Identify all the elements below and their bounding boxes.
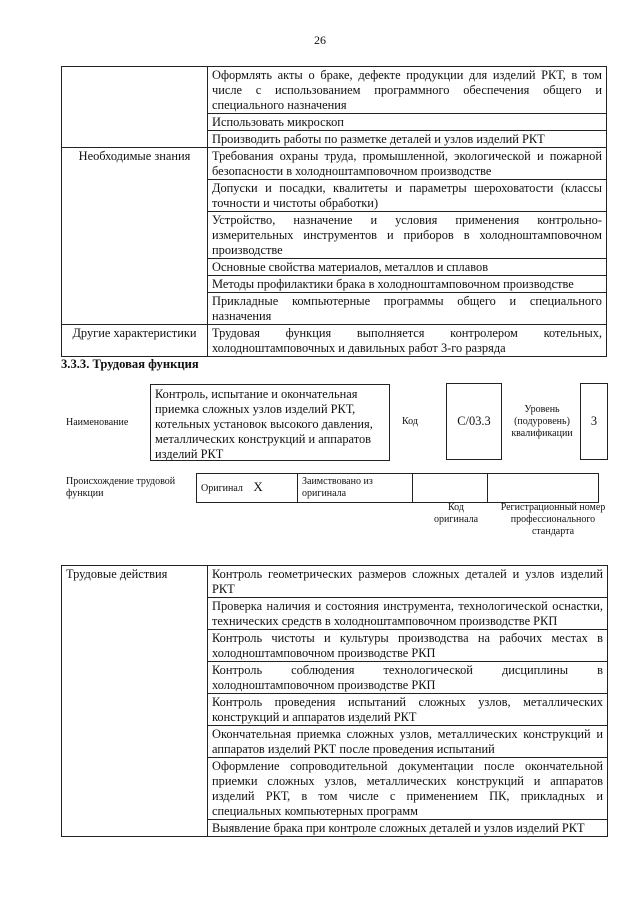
original-cell <box>197 474 298 503</box>
row-label-other: Другие характеристики <box>62 325 208 357</box>
knowledge-item: Основные свойства материалов, металлов и сплавов <box>208 259 607 276</box>
table-row <box>62 67 607 114</box>
level-value: 3 <box>590 414 598 428</box>
skill-item: Использовать микроскоп <box>208 114 607 131</box>
origin-table <box>196 473 599 503</box>
reg-number-cell <box>488 474 599 503</box>
action-item: Контроль соблюдения технологической дисциплины в холодноштамповочном производстве РКП <box>208 662 608 694</box>
function-name-box: Контроль, испытание и окончательная приемка сложных узлов изделий РКТ, котельных установок высокого давления, металлических конструкций и аппаратов изделий РКТ <box>150 384 390 461</box>
row-label-actions: Трудовые действия <box>62 566 208 837</box>
action-item: Оформление сопроводительной документации после окончательной приемки сложных узлов, металлических конструкций и аппаратов изделий РКТ, в том числе с применением ПК, прикладных и специальных компьютерных программ <box>208 758 608 820</box>
table-row <box>62 148 607 180</box>
function-code-value: С/03.3 <box>457 414 491 428</box>
original-label: Оригинал <box>201 483 243 494</box>
skills-knowledge-table <box>61 66 607 357</box>
row-label-knowledge: Необходимые знания <box>62 148 208 325</box>
other-item: Трудовая функция выполняется контролером котельных, холодноштамповочных и давильных работ 3-го разряда <box>208 325 607 357</box>
level-box <box>580 383 608 460</box>
page-number: 26 <box>314 33 326 47</box>
level-label: Уровень (подуровень) квалификации <box>511 404 573 439</box>
original-mark: Х <box>253 479 263 494</box>
borrowed-cell: Заимствовано из оригинала <box>298 474 413 503</box>
skill-item: Оформлять акты о браке, дефекте продукции для изделий РКТ, в том числе с использованием программного обеспечения общего и специального назначения <box>208 67 607 114</box>
knowledge-item: Методы профилактики брака в холодноштамповочном производстве <box>208 276 607 293</box>
action-item: Контроль проведения испытаний сложных узлов, металлических конструкций и аппаратов изделий РКТ <box>208 694 608 726</box>
labor-actions-table <box>61 565 608 837</box>
knowledge-item: Прикладные компьютерные программы общего и специального назначения <box>208 293 607 325</box>
action-item: Окончательная приемка сложных узлов, металлических конструкций и аппаратов изделий РКТ после проведения испытаний <box>208 726 608 758</box>
name-label: Наименование <box>66 417 129 428</box>
origin-code-label: Код оригинала <box>433 502 479 525</box>
action-item: Выявление брака при контроле сложных деталей и узлов изделий РКТ <box>208 820 608 837</box>
section-title: 3.3.3. Трудовая функция <box>61 357 199 371</box>
origin-code-cell <box>413 474 488 503</box>
reg-number-label: Регистрационный номер профессионального стандарта <box>500 502 606 537</box>
table-row <box>62 325 607 357</box>
knowledge-item: Устройство, назначение и условия применения контрольно-измерительных инструментов и приборов в холодноштамповочном производстве <box>208 212 607 259</box>
knowledge-item: Требования охраны труда, промышленной, экологической и пожарной безопасности в холодноштамповочном производстве <box>208 148 607 180</box>
function-code-box <box>446 383 502 460</box>
skill-item: Производить работы по разметке деталей и узлов изделий РКТ <box>208 131 607 148</box>
row-label <box>62 67 208 148</box>
code-label: Код <box>402 416 418 427</box>
action-item: Контроль геометрических размеров сложных деталей и узлов изделий РКТ <box>208 566 608 598</box>
action-item: Контроль чистоты и культуры производства на рабочих местах в холодноштамповочном производстве РКП <box>208 630 608 662</box>
table-row <box>62 566 608 598</box>
knowledge-item: Допуски и посадки, квалитеты и параметры шероховатости (классы точности и чистоты обработки) <box>208 180 607 212</box>
origin-label: Происхождение трудовой функции <box>66 476 176 499</box>
action-item: Проверка наличия и состояния инструмента, технологической оснастки, технических средств в холодноштамповочном производстве РКП <box>208 598 608 630</box>
